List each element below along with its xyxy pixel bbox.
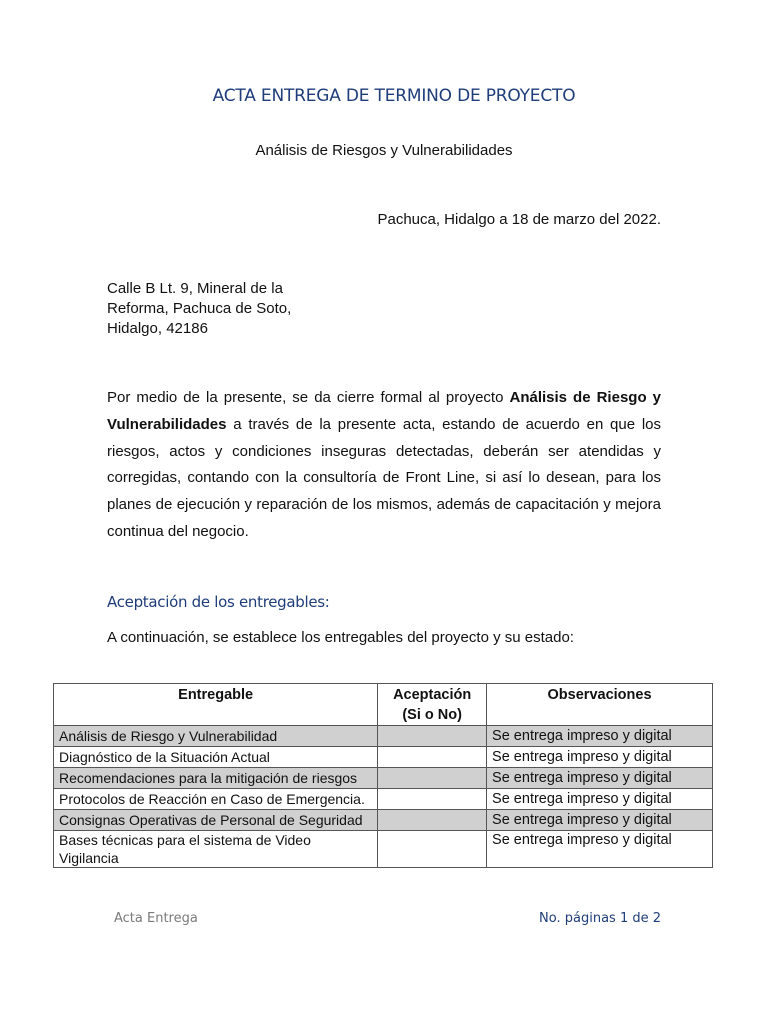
cell-observaciones: Se entrega impreso y digital (487, 831, 713, 868)
header-observaciones: Observaciones (487, 684, 713, 726)
header-entregable: Entregable (54, 684, 378, 726)
section-heading: Aceptación de los entregables: (107, 593, 330, 611)
cell-aceptacion (378, 726, 487, 747)
table-row (54, 789, 713, 810)
cell-observaciones: Se entrega impreso y digital (487, 726, 713, 747)
cell-observaciones: Se entrega impreso y digital (487, 810, 713, 831)
table-row (54, 768, 713, 789)
table-row (54, 810, 713, 831)
footer-doc-label: Acta Entrega (114, 911, 198, 926)
cell-observaciones: Se entrega impreso y digital (487, 747, 713, 768)
address-line: Reforma, Pachuca de Soto, (107, 300, 292, 317)
cell-entregable: Análisis de Riesgo y Vulnerabilidad (54, 726, 378, 747)
table-row (54, 726, 713, 747)
cell-aceptacion (378, 789, 487, 810)
intro-text: A continuación, se establece los entregables del proyecto y su estado: (107, 629, 574, 646)
table-row (54, 747, 713, 768)
table-header-row (54, 684, 713, 726)
body-text: a través de la presente acta, estando de acuerdo en que los riesgos, actos y condiciones inseguras detectadas, deberán ser atendidas y corregidas, contando con la consultoría de Front Line, si así lo desean, para los planes de ejecución y reparación de los mismos, además de capacitación y mejora continua del negocio. (107, 415, 661, 540)
cell-observaciones: Se entrega impreso y digital (487, 789, 713, 810)
address-line: Calle B Lt. 9, Mineral de la (107, 280, 283, 297)
cell-aceptacion (378, 747, 487, 768)
date-line: Pachuca, Hidalgo a 18 de marzo del 2022. (377, 211, 661, 228)
cell-aceptacion (378, 768, 487, 789)
address-line: Hidalgo, 42186 (107, 320, 208, 337)
cell-aceptacion (378, 831, 487, 868)
cell-observaciones: Se entrega impreso y digital (487, 768, 713, 789)
cell-entregable: Recomendaciones para la mitigación de riesgos (54, 768, 378, 789)
cell-aceptacion (378, 810, 487, 831)
document-subtitle: Análisis de Riesgos y Vulnerabilidades (255, 142, 513, 159)
body-text: Por medio de la presente, se da cierre formal al proyecto (107, 389, 510, 406)
cell-entregable: Diagnóstico de la Situación Actual (54, 747, 378, 768)
project-name-bold: Análisis de Riesgo y Vulnerabilidades (107, 389, 661, 433)
cell-entregable: Protocolos de Reacción en Caso de Emergencia. (54, 789, 378, 810)
document-title: ACTA ENTREGA DE TERMINO DE PROYECTO (212, 86, 576, 106)
cell-entregable: Consignas Operativas de Personal de Seguridad (54, 810, 378, 831)
body-paragraph (107, 385, 661, 546)
deliverables-table (53, 683, 713, 868)
header-aceptacion: Aceptación (Si o No) (378, 684, 487, 726)
footer-page-count: No. páginas 1 de 2 (539, 911, 661, 926)
table-row (54, 831, 713, 868)
address-block (107, 279, 291, 339)
cell-entregable: Bases técnicas para el sistema de Video Vigilancia (54, 831, 378, 868)
